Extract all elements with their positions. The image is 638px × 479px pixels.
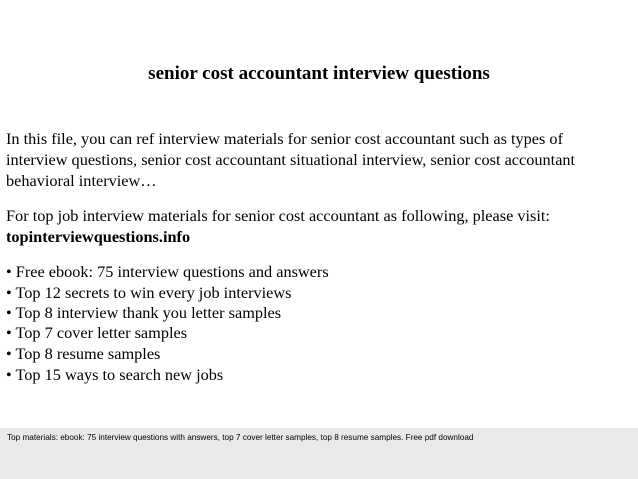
list-item: • Top 15 ways to search new jobs xyxy=(6,365,224,384)
site-link[interactable]: topinterviewquestions.info xyxy=(6,227,191,246)
footer-text: Top materials: ebook: 75 interview questions with answers, top 7 cover letter samples, top 8 resume samples. Free pdf download xyxy=(7,433,474,442)
list-item: • Top 8 interview thank you letter samples xyxy=(6,303,282,322)
page-title: senior cost accountant interview questions xyxy=(148,63,490,84)
visit-paragraph xyxy=(6,205,634,247)
intro-line-1: In this file, you can ref interview materials for senior cost accountant such as types of xyxy=(6,129,563,148)
list-item: • Free ebook: 75 interview questions and answers xyxy=(6,262,329,281)
bullet-list xyxy=(6,261,634,385)
intro-line-2: interview questions, senior cost accountant situational interview, senior cost accountant xyxy=(6,150,576,169)
list-item: • Top 8 resume samples xyxy=(6,344,161,363)
visit-text: For top job interview materials for senior cost accountant as following, please visit: xyxy=(6,206,550,225)
spacer xyxy=(6,191,634,205)
intro-line-3: behavioral interview… xyxy=(6,171,157,190)
list-item: • Top 12 secrets to win every job interviews xyxy=(6,283,292,302)
list-item: • Top 7 cover letter samples xyxy=(6,323,188,342)
spacer xyxy=(6,247,634,261)
footer-bar xyxy=(0,428,638,479)
slide-body xyxy=(6,128,634,385)
intro-paragraph xyxy=(6,128,634,191)
